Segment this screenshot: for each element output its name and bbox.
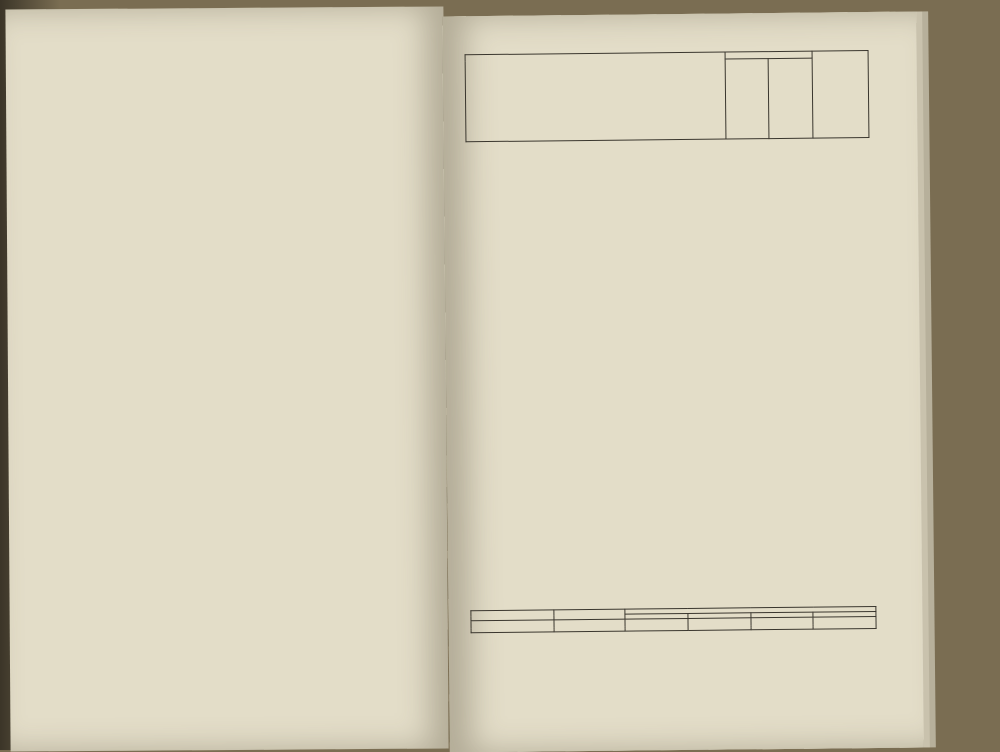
right-page-text (469, 432, 873, 442)
table-15-note (488, 396, 872, 400)
paragraph (44, 29, 418, 32)
header-increase (812, 51, 869, 139)
paragraph (44, 29, 418, 32)
paragraph (44, 29, 418, 32)
paragraph (469, 438, 873, 442)
paragraph (44, 29, 418, 32)
paragraph (44, 29, 418, 32)
paragraph (44, 27, 418, 30)
paragraph (44, 29, 418, 32)
header-per-70kg (768, 58, 812, 139)
left-page (5, 6, 448, 751)
paragraph (44, 29, 418, 32)
table-15 (465, 50, 870, 142)
header-work (465, 52, 726, 142)
paragraph (469, 438, 873, 442)
paragraph (44, 29, 418, 32)
paragraph (469, 432, 873, 436)
right-page (442, 12, 924, 752)
table-16 (470, 606, 876, 633)
paragraph (44, 29, 418, 32)
paragraph (44, 29, 418, 32)
header-per-kg (725, 58, 769, 139)
paragraph (44, 29, 418, 32)
left-page-text (44, 27, 418, 32)
note-text (488, 396, 872, 400)
table-16-title (488, 578, 858, 582)
